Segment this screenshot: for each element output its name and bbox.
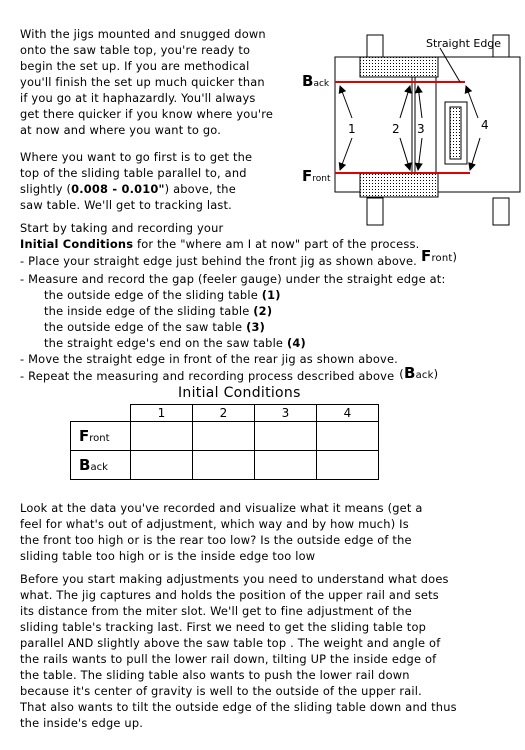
front-jig (360, 173, 438, 197)
adjustment-line: its distance from the miter slot. We'll get to fine adjustment of the (20, 604, 412, 618)
measure-point-4 (20, 335, 457, 351)
table-title: Initial Conditions (178, 385, 301, 401)
row-label-back (71, 451, 131, 480)
step-repeat (20, 364, 457, 386)
adjustment-line: parallel AND slightly above the saw table top . The weight and angle of (20, 636, 441, 650)
front-tag-rest: ront (431, 253, 453, 264)
goal-line: saw table. We'll get to tracking last. (20, 198, 232, 212)
measure-number: (2) (253, 304, 273, 318)
measure-point-2 (20, 303, 457, 319)
measure-number: (3) (246, 320, 265, 334)
back-tag: (Back) (399, 364, 439, 382)
adjustment-line: the rails wants to pull the lower rail down, tilting UP the inside edge of (20, 652, 437, 666)
table-cell[interactable] (317, 422, 379, 451)
row-label-front (71, 422, 131, 451)
adjustment-line: what. The jig captures and holds the position of the upper rail and sets (20, 588, 439, 602)
front-tag-letter: F (421, 247, 432, 265)
measure-text: the inside edge of the sliding table (44, 304, 254, 318)
table-header-row (71, 405, 379, 422)
steps-text: for the "where am I at now" part of the process. (133, 237, 420, 251)
point-3-label: 3 (417, 122, 425, 136)
step-text: - Place your straight edge just behind the front jig as shown above. (20, 254, 418, 268)
table-cell[interactable] (193, 422, 255, 451)
jig-diagram (300, 30, 525, 230)
table-cell[interactable] (193, 451, 255, 480)
intro-line: With the jigs mounted and snugged down (20, 27, 266, 41)
table-cell[interactable] (255, 422, 317, 451)
analysis-line: the front too high or is the rear too low? Is the outside edge of the (20, 533, 412, 547)
analysis-line: feel for what's out of adjustment, which way and by how much) Is (20, 517, 409, 531)
goal-text: slightly ( (20, 182, 72, 196)
row-label-letter: B (79, 456, 91, 474)
measure-point-1 (20, 287, 457, 303)
step-text: - Repeat the measuring and recording process described above (20, 369, 395, 383)
table-cell[interactable] (131, 422, 193, 451)
adjustment-line: the table. The sliding table also wants to push the lower rail down (20, 668, 410, 682)
column-header: 3 (255, 405, 317, 422)
measure-text: the straight edge's end on the saw table (44, 336, 287, 350)
measure-number: (1) (261, 288, 281, 302)
analysis-line: Look at the data you've recorded and visualize what it means (get a (20, 501, 423, 515)
step-place (20, 247, 458, 271)
top-rail-stub (367, 35, 383, 57)
measure-point-3 (20, 319, 457, 335)
adjustment-line: because it's center of gravity is well to the outside of the upper rail. (20, 684, 422, 698)
goal-line: top of the sliding table parallel to, and (20, 166, 247, 180)
goal-paragraph (20, 149, 252, 213)
column-header: 4 (317, 405, 379, 422)
analysis-line: sliding table too high or is the inside edge too low (20, 549, 316, 563)
initial-conditions-table (70, 404, 379, 480)
measure-number: (4) (286, 336, 306, 350)
table-row-back (71, 451, 379, 480)
back-tag-letter: B (403, 364, 416, 382)
measure-text: the outside edge of the saw table (44, 320, 247, 334)
intro-line: get there quicker if you know where you're (20, 107, 274, 121)
steps-intro-2 (20, 236, 457, 252)
analysis-paragraph (20, 500, 423, 564)
step-measure: - Measure and record the gap (feeler gauge) under the straight edge at: (20, 272, 446, 286)
table-row-front (71, 422, 379, 451)
column-header: 1 (131, 405, 193, 422)
goal-line: Where you want to go first is to get the (20, 150, 253, 164)
adjustment-line: That also wants to tilt the outside edge of the sliding table down and thus (20, 700, 457, 714)
intro-line: begin the set up. If you are methodical (20, 59, 250, 73)
adjustment-paragraph (20, 571, 457, 731)
row-label-letter: F (79, 427, 90, 445)
intro-line: at now and where you want to go. (20, 123, 222, 137)
goal-text: ) above, the (164, 182, 236, 196)
front-label: Front (302, 167, 331, 185)
back-tag-rest: ack (415, 370, 434, 381)
table-corner (71, 405, 131, 422)
tolerance-value: 0.008 - 0.010" (71, 182, 165, 196)
point-2-label: 2 (392, 122, 400, 136)
steps-intro: Start by taking and recording your (20, 221, 224, 235)
adjustment-line: sliding table's tracking last. First we need to get the sliding table top (20, 620, 427, 634)
measure-text: the outside edge of the sliding table (44, 288, 262, 302)
row-label-rest: ront (89, 433, 110, 444)
table-cell[interactable] (255, 451, 317, 480)
goal-line (20, 181, 252, 197)
point-1-label: 1 (348, 122, 356, 136)
back-label: Back (302, 72, 330, 90)
straight-edge-label: Straight Edge (426, 37, 502, 50)
step-move: - Move the straight edge in front of the rear jig as shown above. (20, 352, 398, 366)
point-4-label: 4 (481, 118, 489, 132)
steps-section (20, 220, 457, 386)
blade (450, 107, 461, 159)
column-header: 2 (193, 405, 255, 422)
intro-line: if you go at it haphazardly. You'll always (20, 91, 256, 105)
intro-paragraph (20, 26, 273, 138)
front-tag: Front) (421, 247, 458, 265)
bottom-rail-stub-right (493, 198, 509, 225)
table-cell[interactable] (317, 451, 379, 480)
back-jig (360, 57, 438, 77)
adjustment-line: the inside's edge up. (20, 716, 144, 730)
row-label-rest: ack (90, 462, 108, 473)
adjustment-line: Before you start making adjustments you need to understand what does (20, 572, 449, 586)
initial-conditions-term: Initial Conditions (20, 237, 134, 251)
intro-line: onto the saw table top, you're ready to (20, 43, 251, 57)
intro-line: you'll finish the set up much quicker than (20, 75, 265, 89)
table-cell[interactable] (131, 451, 193, 480)
